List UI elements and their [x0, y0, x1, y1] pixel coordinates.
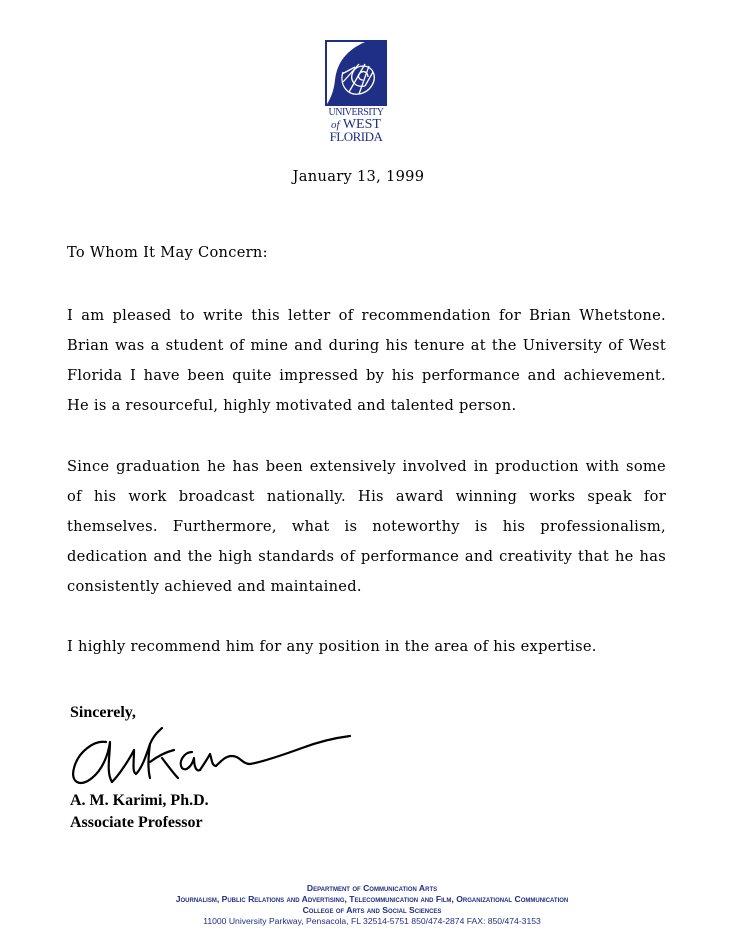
- handwritten-signature: [66, 722, 356, 796]
- footer-college: College of Arts and Social Sciences: [302, 905, 442, 915]
- logo-wordmark: [322, 107, 390, 143]
- logo-line-florida: FLORIDA: [329, 129, 383, 144]
- university-logo: [322, 40, 390, 143]
- paragraph-1: I am pleased to write this letter of recommendation for Brian Whetstone. Brian was a student of mine and during his tenure at the University of West Florida I have been quite impressed by his performance and achievement. He is a resourceful, highly motivated and talented person.: [67, 307, 666, 414]
- nautilus-shell-icon: [325, 40, 387, 106]
- paragraph-2: Since graduation he has been extensively involved in production with some of his work broadcast nationally. His award winning works speak for themselves. Furthermore, what is noteworthy is his professionalism, dedication and the high standards of performance and creativity that he has consistently achieved and maintained.: [67, 458, 666, 595]
- footer-department: Department of Communication Arts: [306, 883, 438, 893]
- signer-title: Associate Professor: [70, 814, 203, 831]
- logo-word-of: of: [331, 119, 340, 131]
- footer-programs: Journalism, Public Relations and Advertising, Telecommunication and Film, Organizational Communication: [175, 894, 569, 904]
- salutation: To Whom It May Concern:: [67, 244, 268, 261]
- logo-line-university: UNIVERSITY: [328, 107, 384, 118]
- logo-word-west: WEST: [342, 117, 381, 132]
- letter-date: January 13, 1999: [292, 168, 425, 185]
- letterhead-footer: [92, 883, 652, 927]
- closing: Sincerely,: [70, 704, 136, 721]
- paragraph-3: I highly recommend him for any position in the area of his expertise.: [67, 638, 597, 655]
- signer-name: A. M. Karimi, Ph.D.: [70, 792, 209, 809]
- footer-address: 11000 University Parkway, Pensacola, FL 32514-5751 850/474-2874 FAX: 850/474-3153: [203, 916, 541, 926]
